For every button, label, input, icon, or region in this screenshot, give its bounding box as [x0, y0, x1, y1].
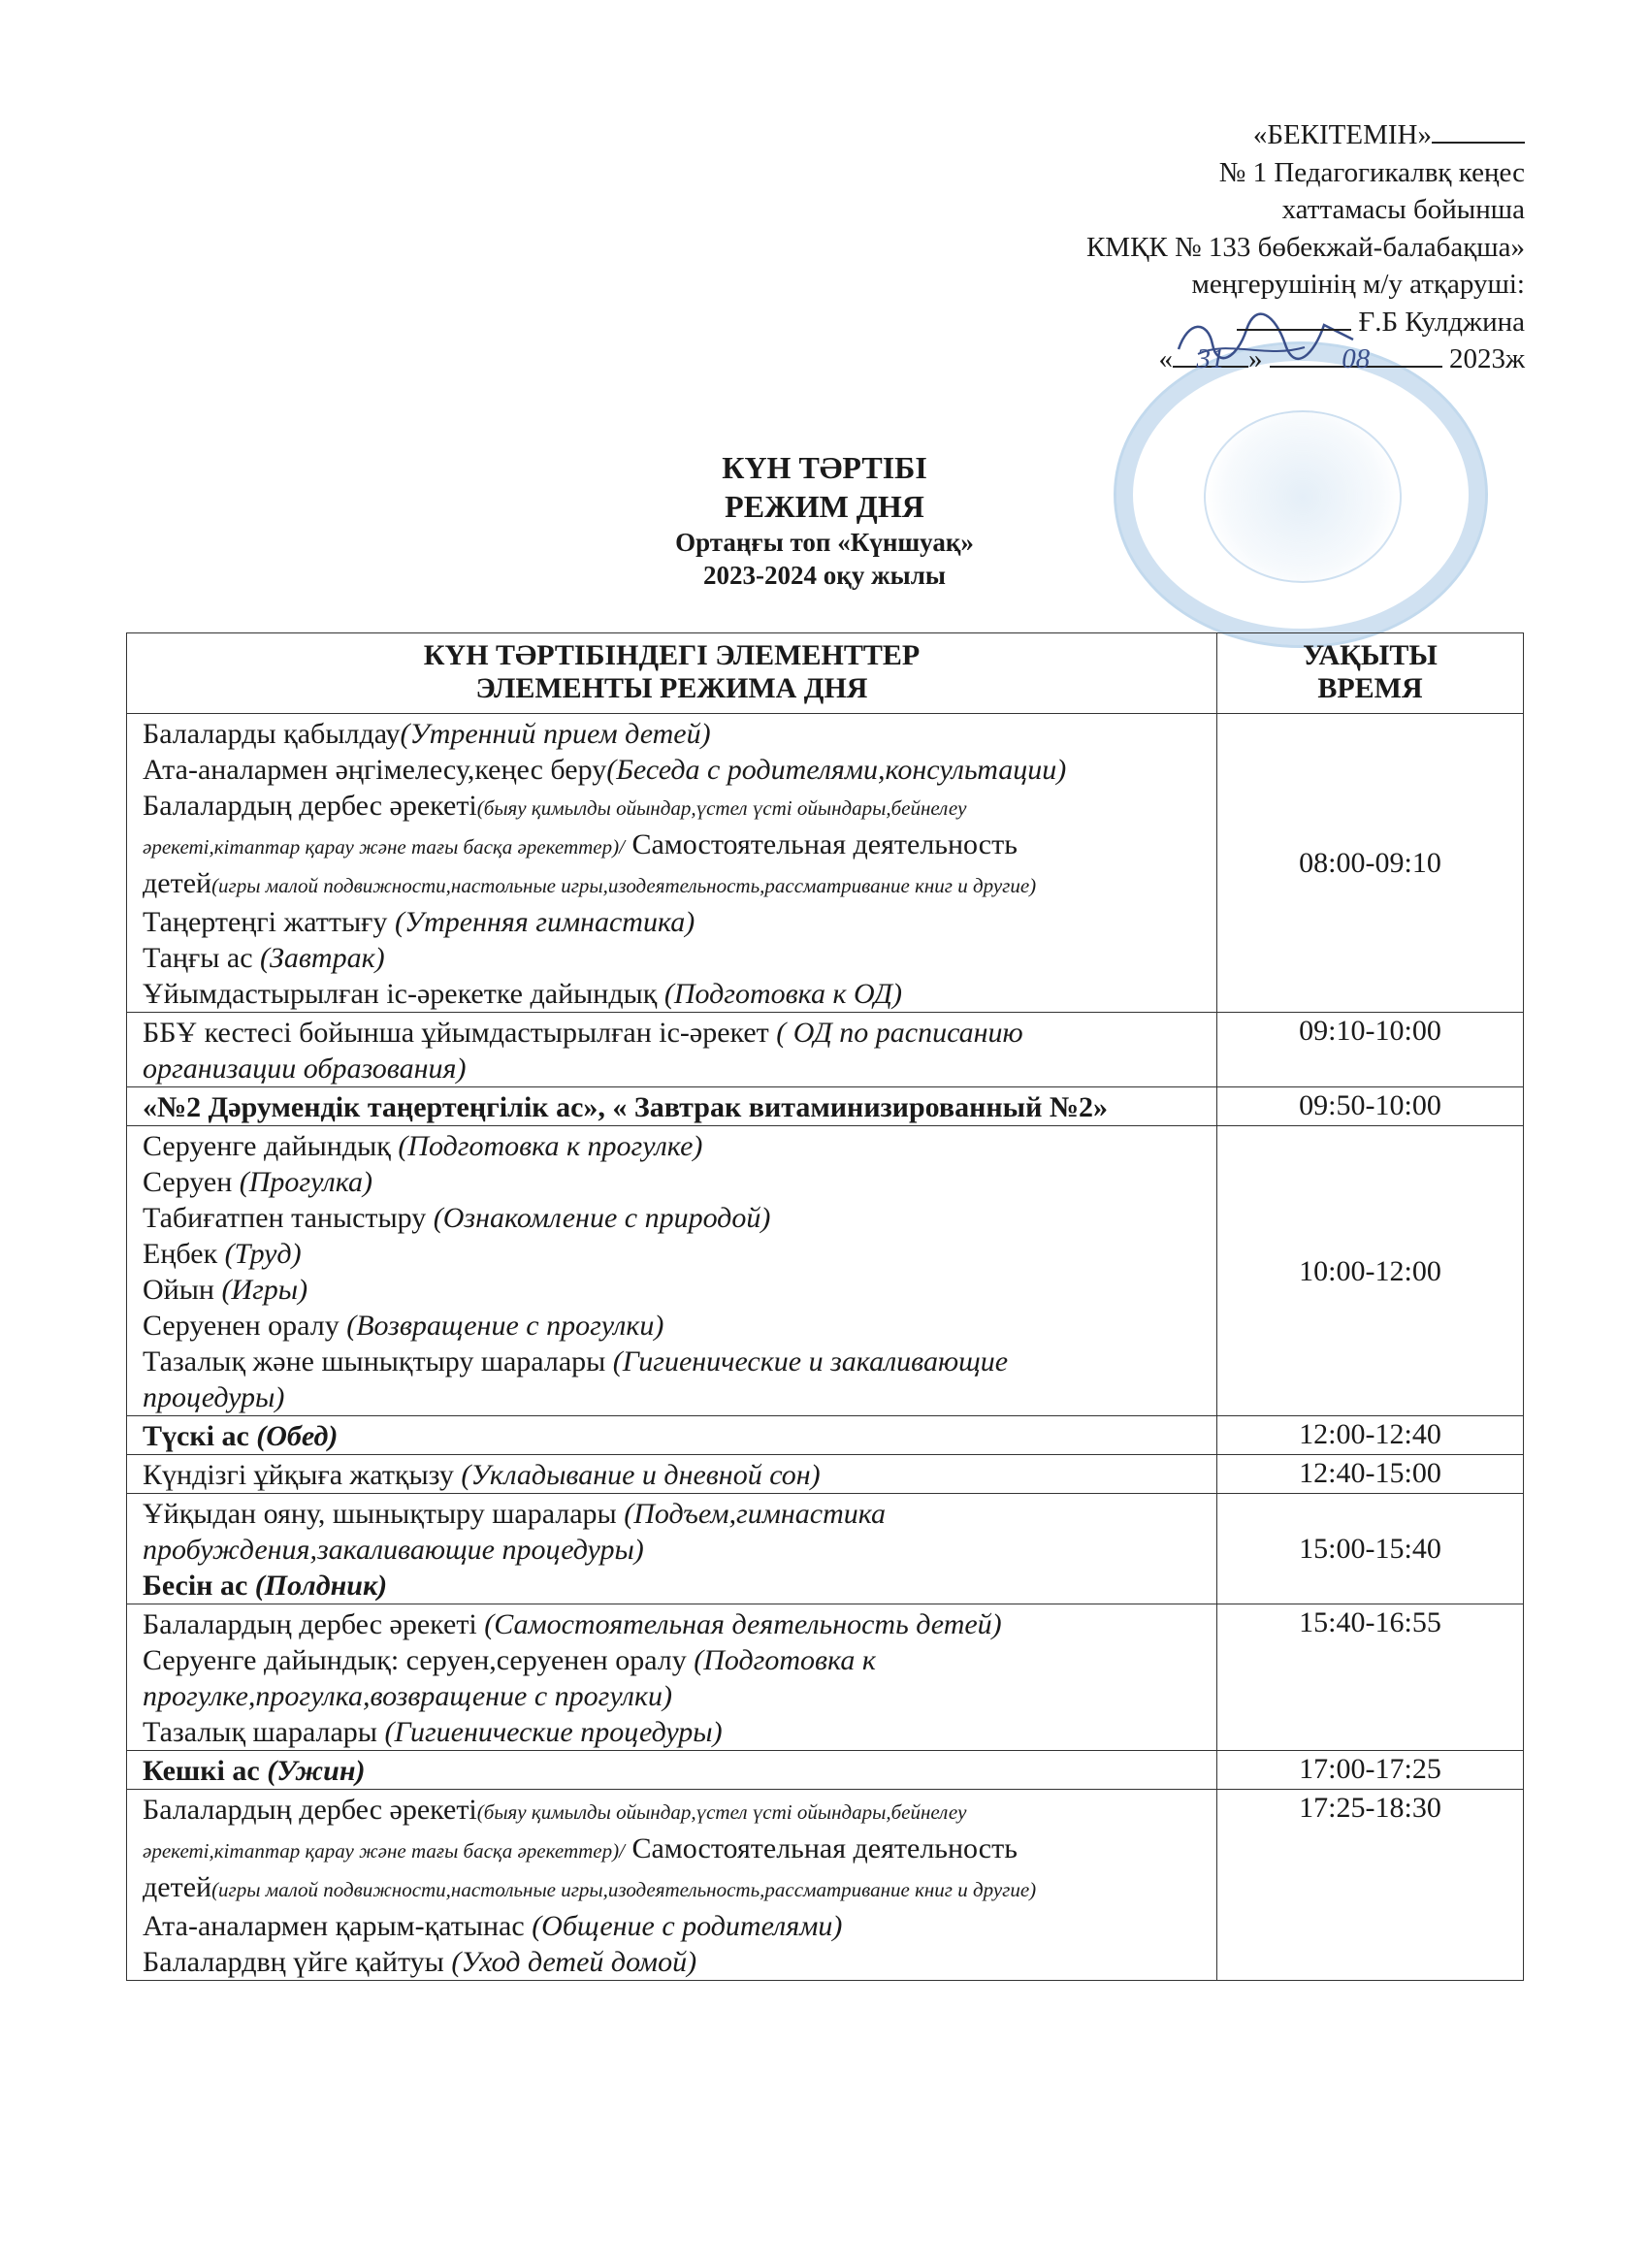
time-cell: 12:40-15:00: [1217, 1455, 1524, 1494]
approval-line-5: меңгерушінің м/у атқаруші:: [1191, 269, 1525, 300]
time-cell: 12:00-12:40: [1217, 1416, 1524, 1455]
activity-cell: Күндізгі ұйқыға жатқызу (Укладывание и дневной сон): [127, 1455, 1217, 1494]
schedule-table: [126, 632, 1524, 1981]
time-cell: 10:00-12:00: [1217, 1126, 1524, 1416]
header-elements: КҮН ТӘРТІБІНДЕГІ ЭЛЕМЕНТТЕР ЭЛЕМЕНТЫ РЕЖИМА ДНЯ: [127, 633, 1217, 714]
activity-cell: Түскі ас (Обед): [127, 1416, 1217, 1455]
approval-line-1: «БЕКІТЕМІН»: [904, 116, 1525, 154]
table-row: [127, 1087, 1524, 1126]
activity-cell: Кешкі ас (Ужин): [127, 1751, 1217, 1790]
table-row: [127, 1790, 1524, 1981]
table-row: [127, 1416, 1524, 1455]
approval-date-line: « 31 » 08 2023ж: [904, 340, 1525, 378]
header-time: УАҚЫТЫ ВРЕМЯ: [1217, 633, 1524, 714]
time-cell: 09:50-10:00: [1217, 1087, 1524, 1126]
approval-signer-line: [904, 304, 1525, 341]
date-month: 08: [1270, 340, 1442, 368]
activity-cell: Ұйқыдан ояну, шынықтыру шаралары (Подъем,гимнастика пробуждения,закаливающие процедуры) Бесін ас (Полдник): [127, 1494, 1217, 1604]
activity-cell: Балалардың дербес әрекеті(быяу қимылды ойындар,үстел үсті ойындары,бейнелеу әрекеті,кітаптар қарау және тағы басқа әрекеттер)/ Самостоятельная деятельность детей(игры малой подвижности,настольные игры,изодеятельность,рассматривание книг и другие) Ата-аналармен қарым-қатынас (Общение с родителями) Балалардвң үйге қайтуы (Уход детей домой): [127, 1790, 1217, 1981]
approval-line-4: КМҚК № 133 бөбекжай-балабақша»: [1085, 231, 1525, 263]
table-row: [127, 714, 1524, 1013]
time-cell: 09:10-10:00: [1217, 1013, 1524, 1087]
activity-cell: Балаларды қабылдау(Утренний прием детей) Ата-аналармен әңгімелесу,кеңес беру(Беседа с родителями,консультации) Балалардың дербес әрекеті(быяу қимылды ойындар,үстел үсті ойындары,бейнелеу әрекеті,кітаптар қарау және тағы басқа әрекеттер)/ Самостоятельная деятельность детей(игры малой подвижности,настольные игры,изодеятельность,рассматривание книг и другие) Таңертеңгі жаттығу (Утренняя гимнастика) Таңғы ас (Завтрак) Ұйымдастырылған іс-әрекетке дайындық (Подготовка к ОД): [127, 714, 1217, 1013]
time-cell: 15:00-15:40: [1217, 1494, 1524, 1604]
table-row: [127, 1013, 1524, 1087]
approval-block: [904, 116, 1525, 378]
group-name: Ортаңғы топ «Күншуақ»: [675, 528, 974, 557]
time-cell: 15:40-16:55: [1217, 1604, 1524, 1751]
table-row: [127, 1494, 1524, 1604]
table-row: [127, 1455, 1524, 1494]
table-row: [127, 1751, 1524, 1790]
table-row: [127, 1604, 1524, 1751]
signer-name: Ғ.Б Кулджина: [1358, 306, 1525, 338]
activity-cell: «№2 Дәрумендік таңертеңгілік ас», « Завтрак витаминизированный №2»: [127, 1087, 1217, 1126]
academic-year: 2023-2024 оқу жылы: [703, 561, 946, 590]
title-ru: РЕЖИМ ДНЯ: [725, 489, 924, 524]
approval-line-2: № 1 Педагогикалвқ кеңес: [1218, 156, 1525, 188]
activity-cell: ББҰ кестесі бойынша ұйымдастырылған іс-әрекет ( ОД по расписанию организации образования): [127, 1013, 1217, 1087]
time-cell: 17:25-18:30: [1217, 1790, 1524, 1981]
table-row: [127, 1126, 1524, 1416]
activity-cell: Балалардың дербес әрекеті (Самостоятельная деятельность детей) Серуенге дайындық: серуен,серуенен оралу (Подготовка к прогулке,прогулка,возвращение с прогулки) Тазалық шаралары (Гигиенические процедуры): [127, 1604, 1217, 1751]
document-title: [0, 448, 1649, 592]
activity-cell: Серуенге дайындық (Подготовка к прогулке) Серуен (Прогулка) Табиғатпен таныстыру (Ознакомление с природой) Еңбек (Труд) Ойын (Игры) Серуенен оралу (Возвращение с прогулки) Тазалық және шынықтыру шаралары (Гигиенические и закаливающие процедуры): [127, 1126, 1217, 1416]
table-header-row: [127, 633, 1524, 714]
title-kz: КҮН ТӘРТІБІ: [722, 450, 927, 485]
approval-line-3: хаттамасы бойынша: [1281, 194, 1525, 225]
date-year: 2023ж: [1448, 343, 1525, 374]
date-day: 31: [1173, 340, 1248, 368]
time-cell: 17:00-17:25: [1217, 1751, 1524, 1790]
time-cell: 08:00-09:10: [1217, 714, 1524, 1013]
